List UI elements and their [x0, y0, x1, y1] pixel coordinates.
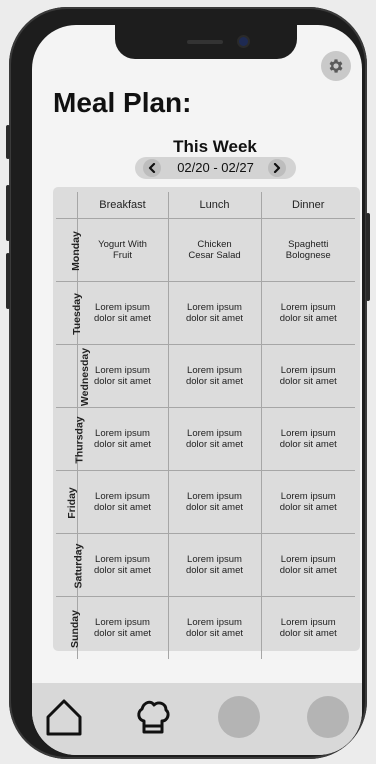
next-week-button[interactable]	[268, 159, 286, 177]
meal-cell[interactable]	[77, 282, 168, 345]
speaker-grille	[187, 40, 223, 44]
meal-cell[interactable]	[168, 345, 261, 408]
table-row	[56, 219, 355, 282]
day-label: Monday	[69, 231, 82, 271]
day-label-cell	[56, 471, 77, 534]
day-label-cell	[56, 219, 82, 282]
meal-cell[interactable]	[168, 282, 261, 345]
week-selector	[135, 157, 296, 179]
meal-cell[interactable]	[261, 219, 355, 282]
mute-switch	[6, 125, 10, 159]
meal-cell[interactable]	[168, 597, 261, 660]
meal-text: Chicken Cesar Salad	[188, 239, 241, 261]
meal-cell[interactable]	[261, 597, 355, 660]
meal-cell[interactable]	[261, 345, 355, 408]
day-label-cell	[56, 345, 92, 408]
tab-placeholder-2[interactable]	[306, 695, 350, 739]
meal-text: Lorem ipsum dolor sit amet	[185, 554, 244, 576]
meal-text: Spaghetti Bolognese	[285, 239, 331, 261]
meal-text: Lorem ipsum dolor sit amet	[279, 365, 337, 387]
meal-cell[interactable]	[77, 471, 168, 534]
meal-text: Lorem ipsum dolor sit amet	[185, 302, 244, 324]
app-screen	[32, 25, 362, 755]
day-label: Sunday	[68, 610, 81, 648]
week-range: 02/20 - 02/27	[177, 160, 254, 175]
meal-cell[interactable]	[77, 534, 168, 597]
meal-text: Lorem ipsum dolor sit amet	[185, 365, 244, 387]
meal-text: Lorem ipsum dolor sit amet	[93, 554, 152, 576]
meal-cell[interactable]	[77, 408, 168, 471]
meal-text: Lorem ipsum dolor sit amet	[279, 428, 337, 450]
meal-text: Yogurt With Fruit	[98, 239, 147, 261]
meal-text: Lorem ipsum dolor sit amet	[185, 428, 244, 450]
phone-frame	[9, 7, 367, 759]
day-label-cell	[56, 282, 83, 345]
meal-cell[interactable]	[261, 408, 355, 471]
tab-home[interactable]	[42, 695, 86, 739]
meal-cell[interactable]	[77, 597, 168, 660]
meal-cell[interactable]	[168, 219, 261, 282]
meal-text: Lorem ipsum dolor sit amet	[93, 302, 152, 324]
table-row	[56, 534, 355, 597]
meal-text: Lorem ipsum dolor sit amet	[93, 428, 152, 450]
table-header-row	[56, 192, 355, 219]
meal-text: Lorem ipsum dolor sit amet	[93, 365, 152, 387]
meal-cell[interactable]	[168, 408, 261, 471]
home-icon	[44, 697, 84, 737]
placeholder-circle	[307, 696, 349, 738]
gear-icon	[327, 57, 345, 75]
page-title: Meal Plan:	[53, 87, 192, 118]
column-header-dinner: Dinner	[261, 192, 355, 219]
notch	[115, 25, 297, 59]
chef-hat-icon	[133, 697, 173, 737]
meal-cell[interactable]	[261, 471, 355, 534]
tab-recipes[interactable]	[131, 695, 175, 739]
corner-cell	[56, 192, 77, 219]
day-label: Thursday	[73, 416, 86, 464]
meal-text: Lorem ipsum dolor sit amet	[185, 617, 244, 639]
power-button	[366, 213, 370, 301]
meal-text: Lorem ipsum dolor sit amet	[185, 491, 244, 513]
meal-text: Lorem ipsum dolor sit amet	[279, 617, 337, 639]
meal-text: Lorem ipsum dolor sit amet	[93, 491, 152, 513]
meal-plan-card	[53, 187, 360, 651]
settings-button[interactable]	[321, 51, 351, 81]
day-label-cell	[56, 408, 86, 471]
meal-text: Lorem ipsum dolor sit amet	[279, 302, 337, 324]
volume-up-button	[6, 185, 10, 241]
placeholder-circle	[218, 696, 260, 738]
meal-cell[interactable]	[77, 219, 168, 282]
table-row	[56, 282, 355, 345]
meal-text: Lorem ipsum dolor sit amet	[93, 617, 152, 639]
day-label-cell	[56, 597, 81, 660]
volume-down-button	[6, 253, 10, 309]
tab-placeholder-1[interactable]	[217, 695, 261, 739]
day-label: Saturday	[72, 543, 85, 589]
meal-cell[interactable]	[168, 471, 261, 534]
meal-cell[interactable]	[168, 534, 261, 597]
table-row	[56, 345, 355, 408]
day-label: Wednesday	[79, 347, 92, 407]
meal-cell[interactable]	[261, 282, 355, 345]
day-label: Friday	[65, 487, 78, 519]
bottom-tab-bar	[32, 683, 362, 755]
chevron-right-icon	[272, 163, 282, 173]
meal-text: Lorem ipsum dolor sit amet	[279, 554, 337, 576]
week-label: This Week	[173, 137, 257, 156]
table-row	[56, 471, 355, 534]
meal-cell[interactable]	[261, 534, 355, 597]
column-header-lunch: Lunch	[168, 192, 261, 219]
table-row	[56, 408, 355, 471]
day-label: Tuesday	[70, 293, 83, 335]
front-camera	[239, 37, 248, 46]
column-header-breakfast: Breakfast	[77, 192, 168, 219]
day-label-cell	[56, 534, 85, 597]
table-row	[56, 597, 355, 660]
meal-plan-table	[56, 192, 355, 659]
meal-text: Lorem ipsum dolor sit amet	[279, 491, 337, 513]
